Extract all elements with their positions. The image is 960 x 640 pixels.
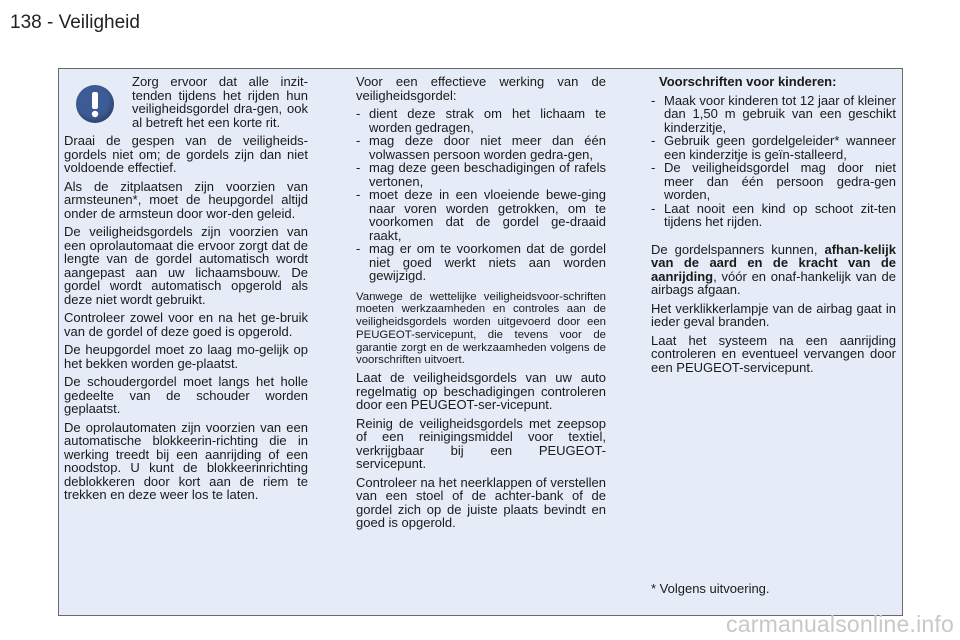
list-item: - dient deze strak om het lichaam te worden gedragen,: [356, 107, 606, 134]
list-item: - Laat nooit een kind op schoot zit-ten tijdens het rijden.: [651, 202, 896, 229]
paragraph-airbag-lamp: Het verklikkerlampje van de airbag gaat in ieder geval branden.: [651, 300, 896, 329]
column-1: [64, 75, 308, 507]
belt-conditions-intro: Voor een effectieve werking van de veiligheidsgordel:: [356, 74, 606, 103]
paragraph-cleaning: Reinig de veiligheidsgordels met zeepsop of een reinigingsmiddel voor textiel, verkrijgbaar bij een PEUGEOT-servicepunt.: [356, 415, 606, 472]
column-2: [356, 75, 606, 535]
paragraph-armrests: Als de zitplaatsen zijn voorzien van armsteunen*, moet de heupgordel altijd onder de armsteun door wor-den geleid.: [64, 178, 308, 221]
paragraph-pretensioners: [651, 243, 896, 297]
paragraph-lap-belt: De heupgordel moet zo laag mo-gelijk op het bekken worden ge-plaatst.: [64, 342, 308, 371]
list-item: - Maak voor kinderen tot 12 jaar of kleiner dan 1,50 m gebruik van een geschikt kinderzitje,: [651, 94, 896, 135]
list-item: - mag er om te voorkomen dat de gordel niet goed werkt niets aan worden gewijzigd.: [356, 242, 606, 283]
watermark: carmanualsonline.info: [726, 611, 954, 637]
list-item: - moet deze in een vloeiende bewe-ging naar voren worden getrokken, om te voorkomen dat de gordel ge-draaid raakt,: [356, 188, 606, 242]
list-item: - mag deze door niet meer dan één volwassen persoon worden gedra-gen,: [356, 134, 606, 161]
safety-info-panel: [58, 68, 903, 616]
children-rules-list: [651, 94, 896, 229]
children-heading: Voorschriften voor kinderen:: [659, 74, 837, 89]
paragraph-wear-belt: Zorg ervoor dat alle inzit-tenden tijdens het rijden hun veiligheidsgordel dra-gen, ook al betreft het een korte rit.: [132, 74, 308, 130]
belt-conditions-list: [356, 107, 606, 283]
paragraph-check-rolled: Controleer zowel voor en na het ge-bruik van de gordel of deze goed is opgerold.: [64, 310, 308, 339]
paragraph-shoulder-belt: De schoudergordel moet langs het holle gedeelte van de schouder worden geplaatst.: [64, 374, 308, 416]
exclamation-icon: [76, 85, 114, 123]
pretensioners-bold: afhan-kelijk van de aard en de kracht van de aanrijding: [651, 241, 896, 284]
footnote: * Volgens uitvoering.: [651, 581, 770, 596]
column-3: [651, 75, 896, 379]
paragraph-retractor: De veiligheidsgordels zijn voorzien van een oprolautomaat die ervoor zorgt dat de lengte van de gordel automatisch wordt aangepast aan uw lichaamsbouw. De gordel wordt automatisch opgerold als deze niet wordt gebruikt.: [64, 224, 308, 307]
paragraph-regular-check: Laat de veiligheidsgordels van uw auto regelmatig op beschadigingen controleren door een PEUGEOT-ser-vicepunt.: [356, 370, 606, 413]
exclamation-glyph: [88, 90, 102, 118]
legal-note: Vanwege de wettelijke veiligheidsvoor-schriften moeten werkzaamheden en controles aan de veiligheidsgordels worden uitgevoerd door een PEUGEOT-servicepunt, die tevens voor de garantie zorgt en de werkzaamheden volgens de voorschriften uitvoert.: [356, 290, 606, 367]
paragraph-after-folding: Controleer na het neerklappen of verstellen van een stoel of de achter-bank of de gordel zich op de juiste plaats bevindt en goed is opgerold.: [356, 474, 606, 531]
paragraph-locking-device: De oprolautomaten zijn voorzien van een automatische blokkeerin-richting die in werking treedt bij een aanrijding of een noodstop. U kunt de blokkeerinrichting deblokkeren door kort aan de riem te trekken en deze weer los te laten.: [64, 419, 308, 502]
list-item: - mag deze geen beschadigingen of rafels vertonen,: [356, 161, 606, 188]
page-title: 138 - Veiligheid: [10, 12, 140, 33]
pretensioners-prefix: De gordelspanners kunnen,: [651, 241, 825, 257]
list-item: - De veiligheidsgordel mag door niet meer dan één persoon gedra-gen worden,: [651, 161, 896, 202]
list-item: - Gebruik geen gordelgeleider* wanneer een kinderzitje is geïn-stalleerd,: [651, 134, 896, 161]
paragraph-system-check: Laat het systeem na een aanrijding controleren en eventueel vervangen door een PEUGEOT-servicepunt.: [651, 332, 896, 375]
pretensioners-suffix: , vóór en onaf-hankelijk van de airbags afgaan.: [651, 268, 896, 297]
paragraph-buckles: Draai de gespen van de veiligheids-gordels niet om; de gordels zijn dan niet voldoende effectief.: [64, 133, 308, 175]
